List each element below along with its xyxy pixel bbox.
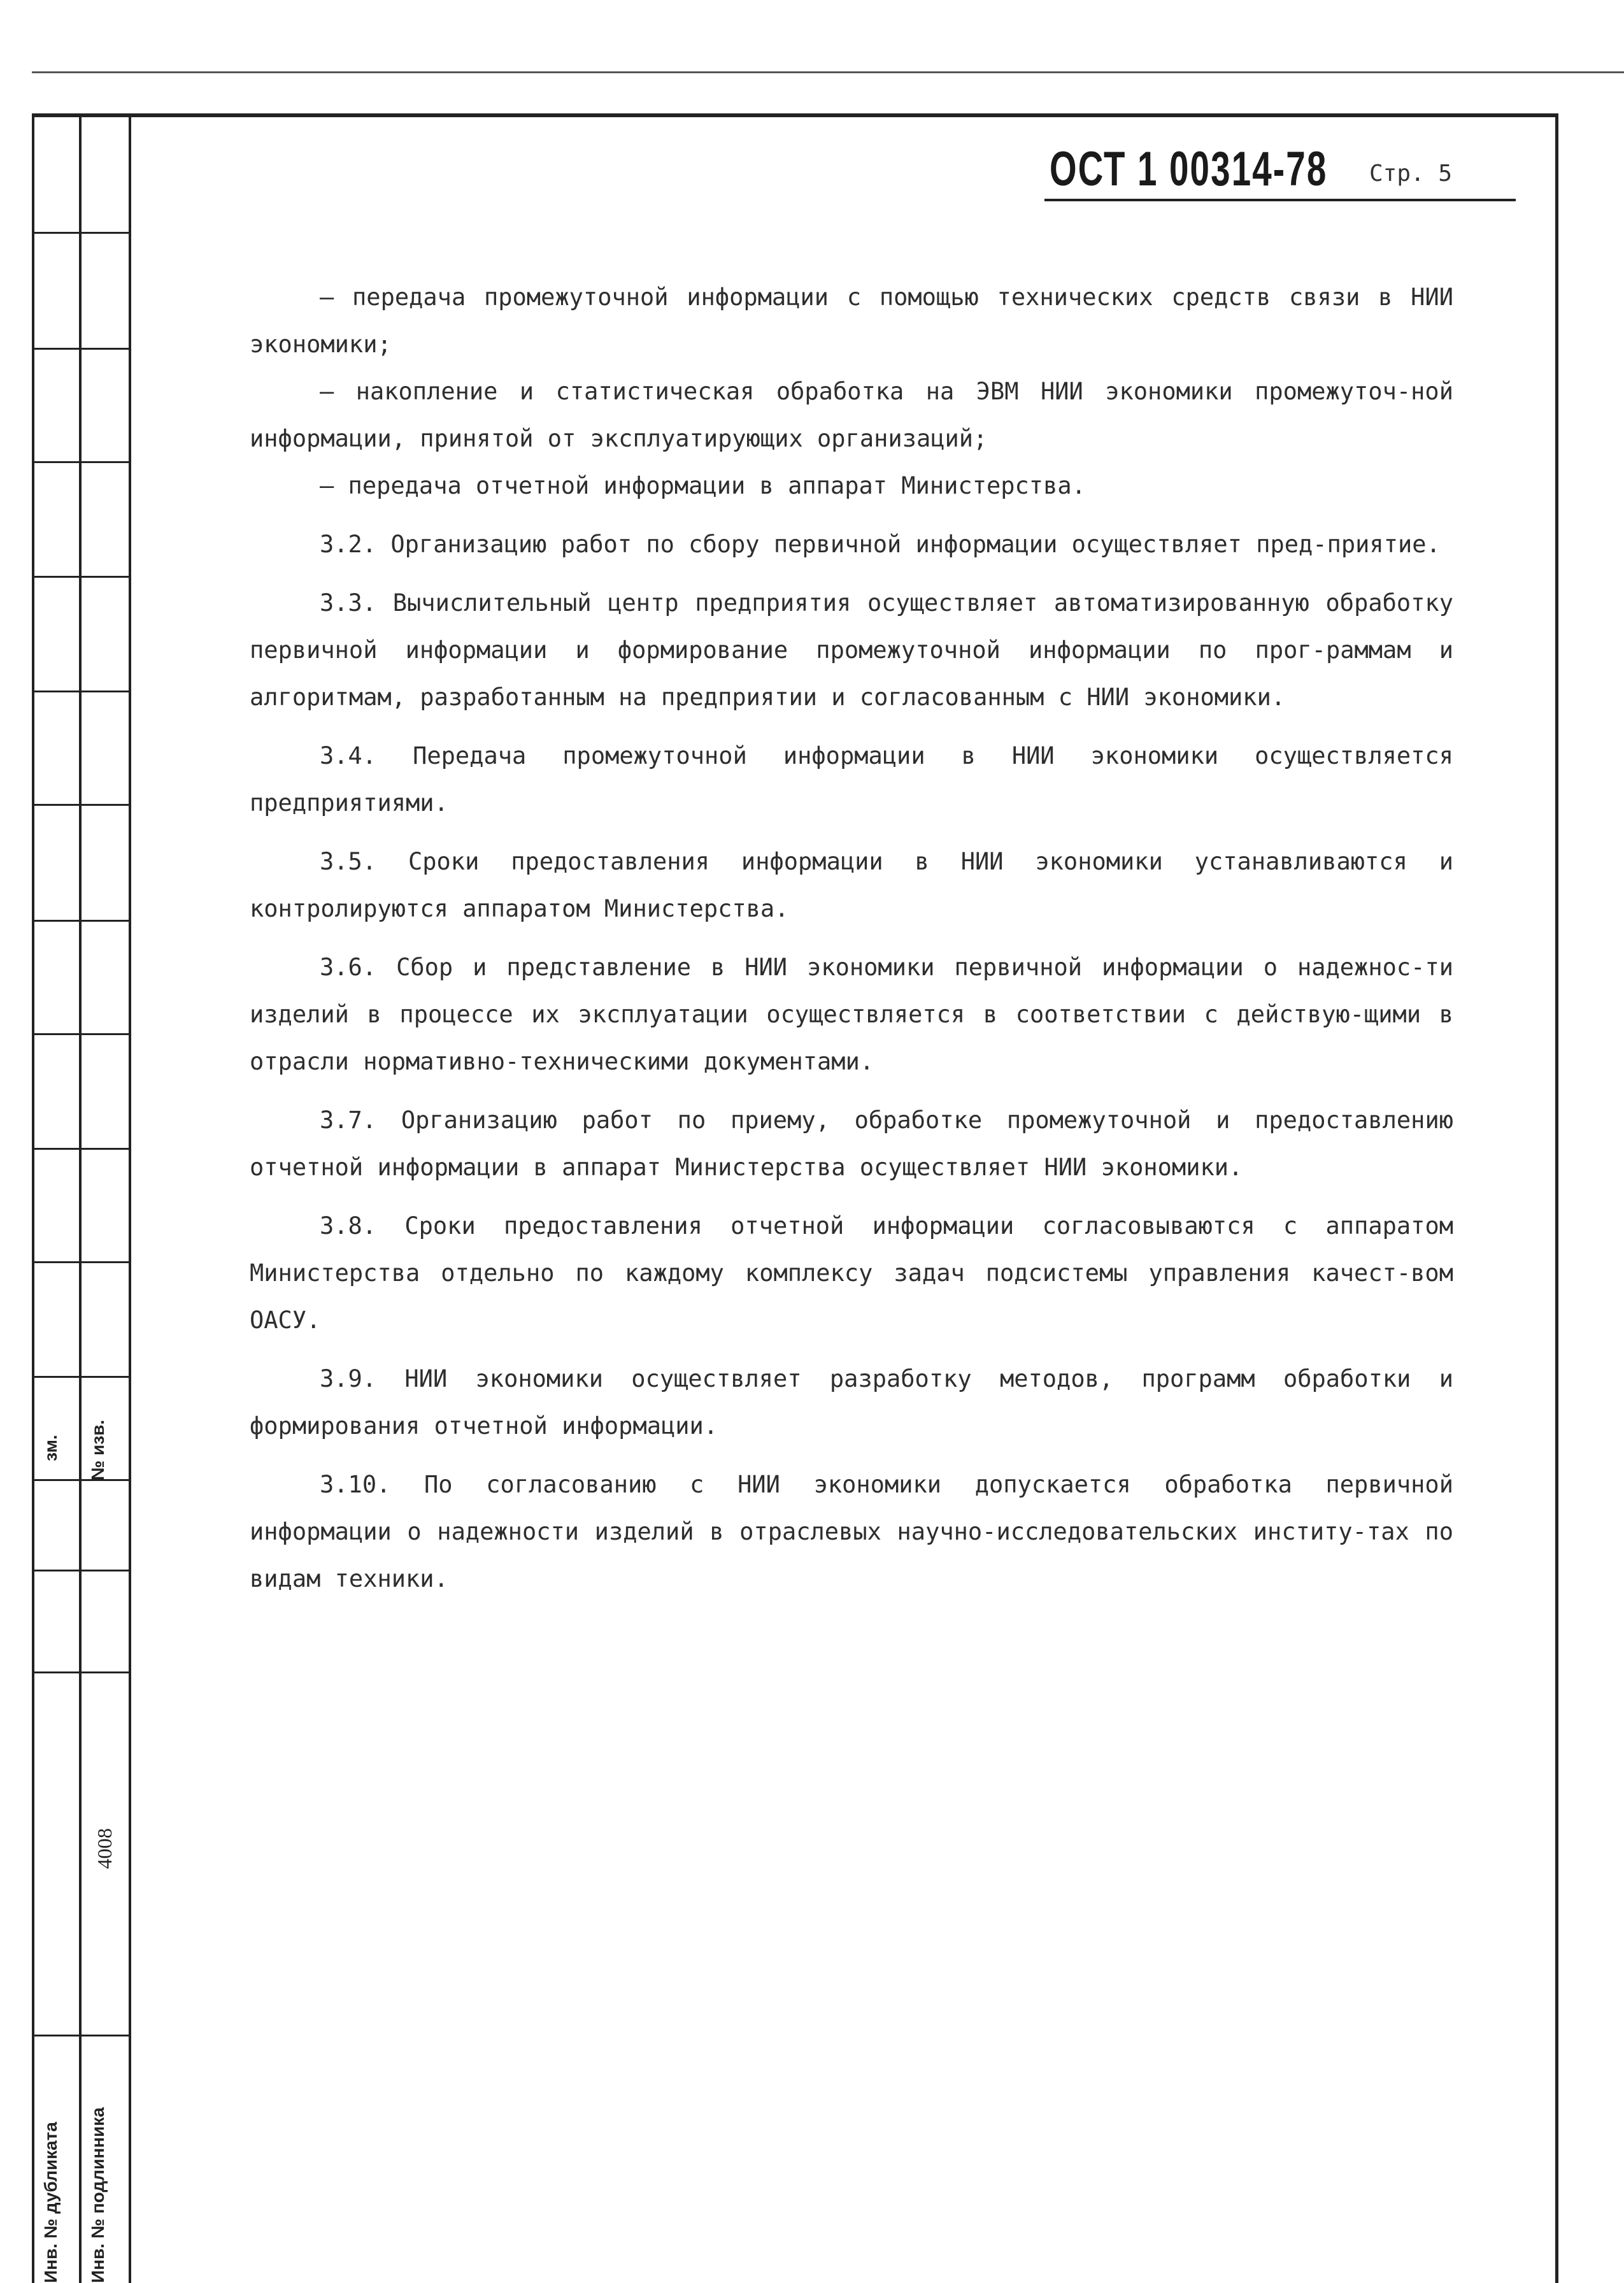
paragraph: 3.3. Вычислительный центр предприятия осуществляет автоматизированную обработку первичной информации и формирование промежуточной информации по прог-раммам и алгоритмам, разработанным на предприятии и согласованным с НИИ экономики. bbox=[250, 589, 1453, 711]
paragraph: 3.4. Передача промежуточной информации в НИИ экономики осуществляется предприятиями. bbox=[250, 742, 1453, 817]
stamp-divider bbox=[34, 1033, 129, 1035]
stamp-divider bbox=[34, 1671, 129, 1673]
paragraph: 3.9. НИИ экономики осуществляет разработку методов, программ обработки и формирования отчетной информации. bbox=[250, 1365, 1453, 1440]
change-label: зм. bbox=[41, 1435, 61, 1461]
paragraph: – передача отчетной информации в аппарат Министерства. bbox=[320, 472, 1086, 499]
page-reference: Стр. 5 bbox=[1369, 161, 1453, 187]
paragraph: – передача промежуточной информации с помощью технических средств связи в НИИ экономики; bbox=[250, 283, 1453, 358]
document-code: ОСТ 1 00314-78 bbox=[1050, 142, 1328, 196]
document-body bbox=[250, 274, 1453, 1614]
stamp-divider bbox=[34, 804, 129, 806]
paragraph: 3.7. Организацию работ по приему, обработке промежуточной и предоставлению отчетной информации в аппарат Министерства осуществляет НИИ экономики. bbox=[250, 1106, 1453, 1181]
stamp-divider bbox=[34, 691, 129, 692]
stamp-divider bbox=[34, 920, 129, 922]
duplicate-inventory-label: Инв. № дубликата bbox=[41, 2122, 61, 2283]
original-inventory-label: Инв. № подлинника bbox=[88, 2107, 108, 2283]
stamp-divider bbox=[34, 348, 129, 350]
stamp-divider bbox=[34, 1376, 129, 1378]
stamp-column-right bbox=[82, 117, 131, 2283]
paragraph: 3.8. Сроки предоставления отчетной информации согласовываются с аппаратом Министерства отдельно по каждому комплексу задач подсистемы управления качест-вом ОАСУ. bbox=[250, 1212, 1453, 1334]
stamp-divider bbox=[34, 1479, 129, 1481]
stamp-column-left bbox=[34, 117, 82, 2283]
stamp-divider bbox=[34, 2035, 129, 2036]
paragraph: 3.6. Сбор и представление в НИИ экономики первичной информации о надежнос-ти изделий в процессе их эксплуатации осуществляется в соответствии с действую-щими в отрасли нормативно-техническими документами. bbox=[250, 954, 1453, 1075]
stamp-divider bbox=[34, 576, 129, 578]
paragraph: 3.10. По согласованию с НИИ экономики допускается обработка первичной информации о надежности изделий в отраслевых научно-исследовательских институ-тах по видам техники. bbox=[250, 1471, 1453, 1592]
paragraph: – накопление и статистическая обработка на ЭВМ НИИ экономики промежуточ-ной информации, принятой от эксплуатирующих организаций; bbox=[250, 378, 1453, 452]
top-rule bbox=[32, 71, 1624, 73]
paragraph: 3.2. Организацию работ по сбору первичной информации осуществляет пред-приятие. bbox=[320, 531, 1441, 558]
original-inventory-number: 4008 bbox=[93, 1828, 116, 1869]
stamp-divider bbox=[34, 461, 129, 463]
stamp-divider bbox=[34, 1148, 129, 1150]
paragraph: 3.5. Сроки предоставления информации в НИИ экономики устанавливаются и контролируются аппаратом Министерства. bbox=[250, 848, 1453, 922]
stamp-divider bbox=[34, 1570, 129, 1571]
document-header bbox=[1044, 141, 1516, 201]
stamp-divider bbox=[34, 232, 129, 234]
stamp-divider bbox=[34, 1261, 129, 1263]
change-number-label: № изв. bbox=[88, 1419, 108, 1480]
